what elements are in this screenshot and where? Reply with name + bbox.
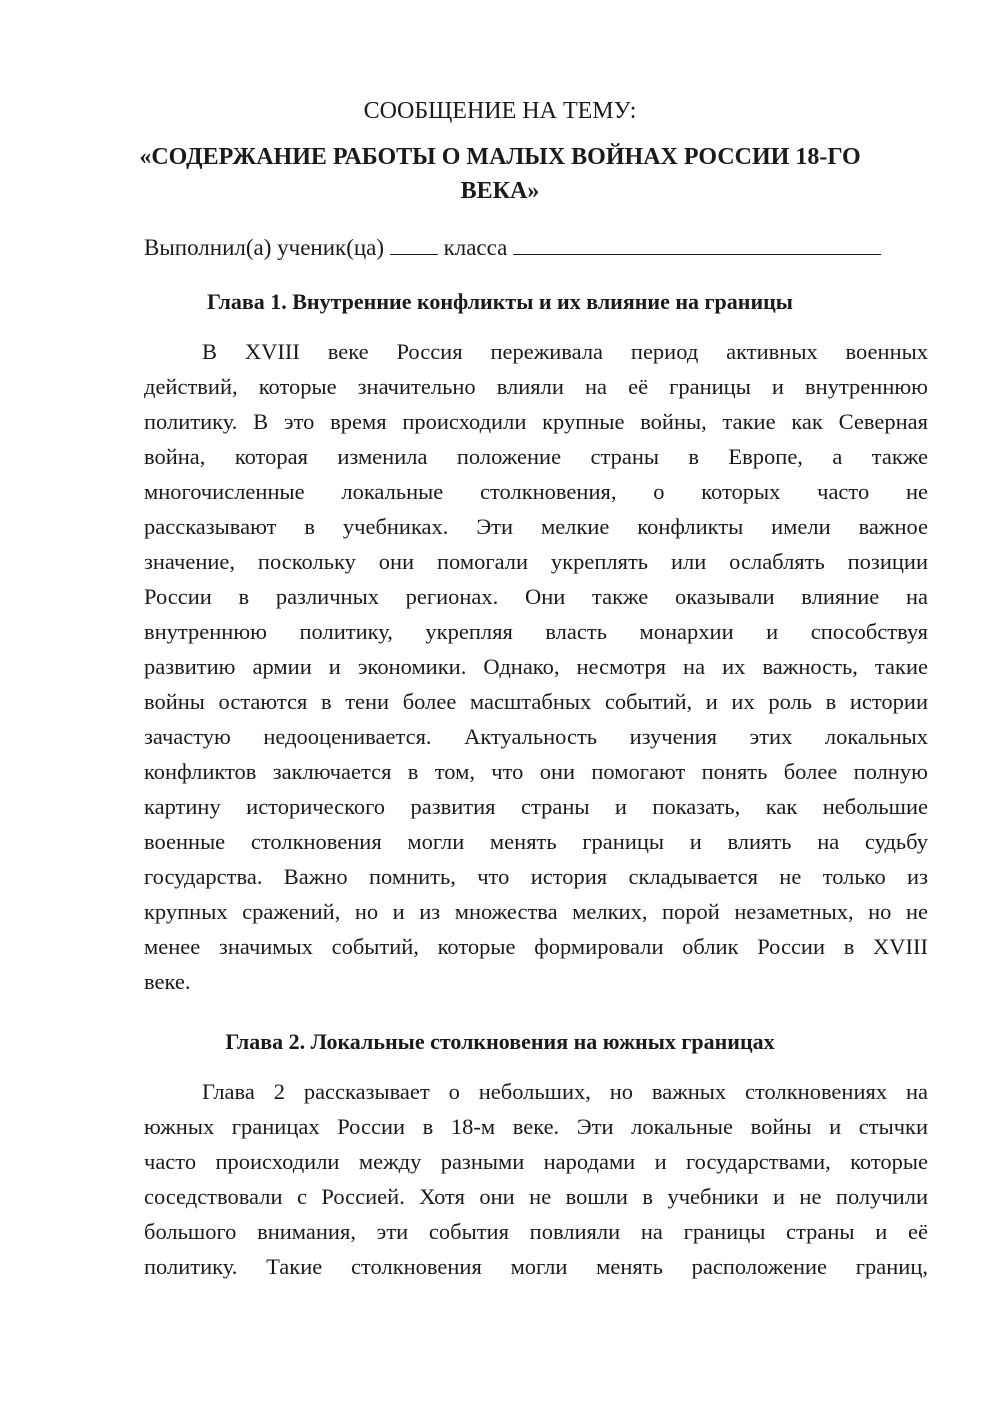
class-label: класса — [443, 235, 508, 260]
paragraph-line: конфликтов заключается в том, что они помогают понять более полную — [144, 759, 928, 784]
chapter-1-heading: Глава 1. Внутренние конфликты и их влияние на границы — [207, 289, 793, 314]
paragraph-line: война, которая изменила положение страны в Европе, а также — [144, 444, 928, 469]
paragraph-line: менее значимых событий, которые формировали облик России в XVIII — [144, 934, 928, 959]
paragraph-line: веке. — [144, 969, 191, 994]
class-blank-field — [390, 232, 438, 255]
name-blank-field — [513, 232, 881, 255]
chapter-2-paragraph — [144, 1074, 928, 1284]
paragraph-line: внутреннюю политику, укрепляя власть монархии и способствуя — [144, 619, 928, 644]
performed-by-label: Выполнил(а) ученик(ца) — [144, 235, 385, 260]
paragraph-line: войны остаются в тени более масштабных событий, и их роль в истории — [144, 689, 928, 714]
paragraph-line: государства. Важно помнить, что история складывается не только из — [144, 864, 928, 889]
chapter-1-paragraph — [144, 334, 928, 999]
paragraph-line: зачастую недооценивается. Актуальность изучения этих локальных — [144, 724, 928, 749]
paragraph-line: большого внимания, эти события повлияли на границы страны и её — [144, 1219, 928, 1244]
paragraph-line: развитию армии и экономики. Однако, несмотря на их важность, такие — [144, 654, 928, 679]
paragraph-line: соседствовали с Россией. Хотя они не вошли в учебники и не получили — [144, 1184, 928, 1209]
paragraph-line: Глава 2 рассказывает о небольших, но важных столкновениях на — [202, 1079, 928, 1104]
paragraph-line: крупных сражений, но и из множества мелких, порой незаметных, но не — [144, 899, 928, 924]
paragraph-line: В XVIII веке Россия переживала период активных военных — [202, 339, 928, 364]
chapter-2-heading: Глава 2. Локальные столкновения на южных границах — [225, 1029, 775, 1054]
document-title-line-1: «СОДЕРЖАНИЕ РАБОТЫ О МАЛЫХ ВОЙНАХ РОССИИ 18-ГО — [139, 144, 861, 170]
paragraph-line: южных границах России в 18-м веке. Эти локальные войны и стычки — [144, 1114, 928, 1139]
paragraph-line: часто происходили между разными народами и государствами, которые — [144, 1149, 928, 1174]
paragraph-line: рассказывают в учебниках. Эти мелкие конфликты имели важное — [144, 514, 928, 539]
author-line — [144, 232, 934, 263]
document-title-line-2: ВЕКА» — [460, 178, 540, 204]
paragraph-line: политику. В это время происходили крупные войны, такие как Северная — [144, 409, 928, 434]
paragraph-line: военные столкновения могли менять границы и влиять на судьбу — [144, 829, 928, 854]
paragraph-line: картину исторического развития страны и показать, как небольшие — [144, 794, 928, 819]
paragraph-line: политику. Такие столкновения могли менять расположение границ, — [144, 1254, 928, 1279]
paragraph-line: значение, поскольку они помогали укреплять или ослаблять позиции — [144, 549, 928, 574]
paragraph-line: действий, которые значительно влияли на её границы и внутреннюю — [144, 374, 928, 399]
paragraph-line: многочисленные локальные столкновения, о которых часто не — [144, 479, 928, 504]
document-topic-label: СООБЩЕНИЕ НА ТЕМУ: — [363, 98, 637, 124]
paragraph-line: России в различных регионах. Они также оказывали влияние на — [144, 584, 928, 609]
